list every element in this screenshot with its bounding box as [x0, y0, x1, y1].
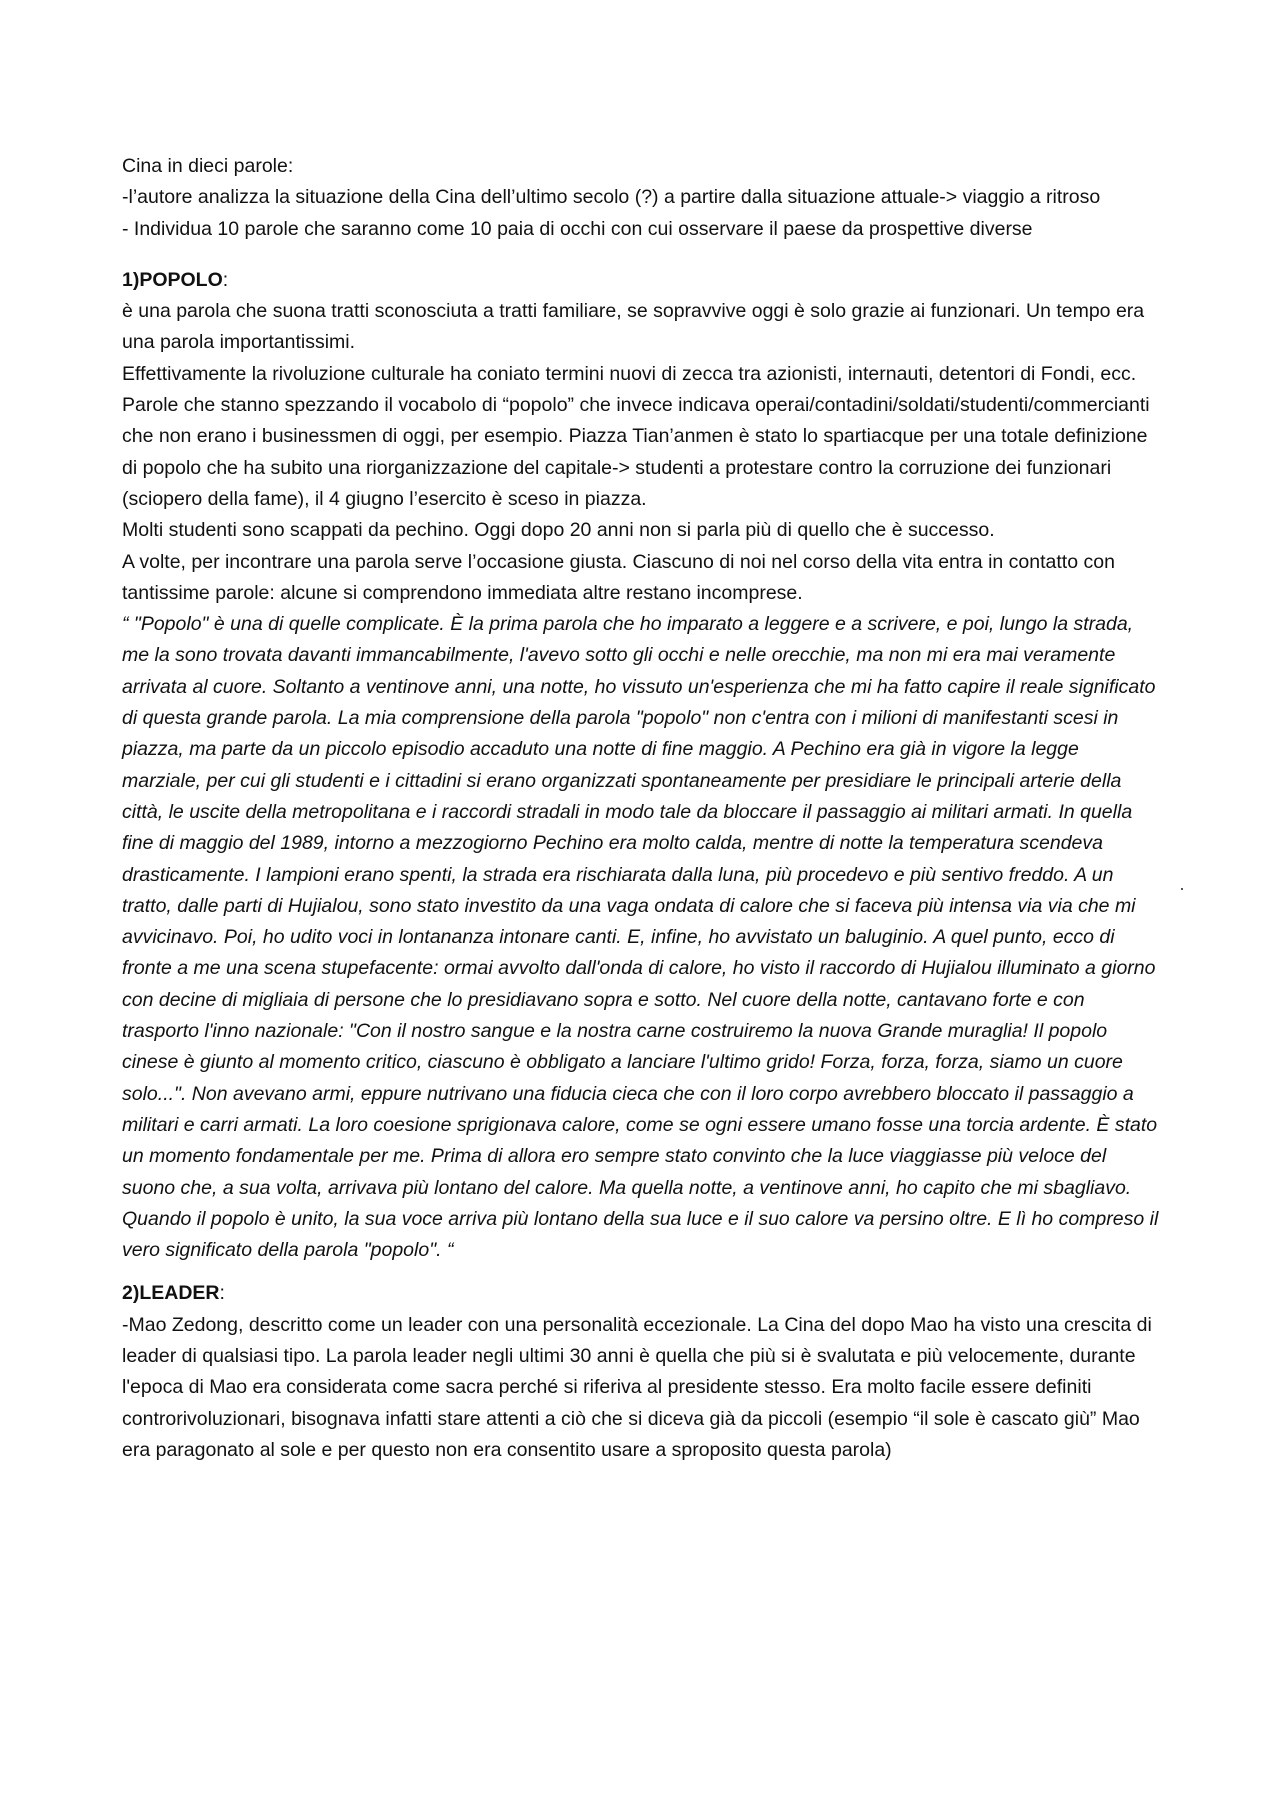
intro-line-1: -l’autore analizza la situazione della Cina dell’ultimo secolo (?) a partire dalla situazione attuale-> viaggio a ritroso [122, 186, 1101, 209]
popolo-paragraph-3: Molti studenti sono scappati da pechino. Oggi dopo 20 anni non si parla più di quello che è successo. [122, 519, 995, 542]
spacer [122, 245, 1162, 265]
heading-colon: : [219, 1282, 225, 1305]
heading-text: 2)LEADER [122, 1282, 220, 1305]
spacer [122, 1266, 1162, 1278]
popolo-paragraph-1: è una parola che suona tratti sconosciuta a tratti familiare, se sopravvive oggi è solo grazie ai funzionari. Un tempo era una parola importantissimi. [122, 300, 1145, 354]
doc-title: Cina in dieci parole: [122, 155, 294, 177]
popolo-paragraph-2: Effettivamente la rivoluzione culturale ha coniato termini nuovi di zecca tra azionisti, internauti, detentori di Fondi, ecc. Parole che stanno spezzando il vocabolo di “popolo” che invece indicava operai/contadini/soldati/studenti/commercianti che non erano i businessmen di oggi, per esempio. Piazza Tian’anmen è stato lo spartiacque per una totale definizione di popolo che ha subito una riorganizzazione del capitale-> studenti a protestare contro la corruzione dei funzionari (sciopero della fame), il 4 giugno l’esercito è sceso in piazza. [122, 362, 1150, 510]
document-page [122, 151, 1162, 1466]
popolo-quote: “ "Popolo" è una di quelle complicate. È la prima parola che ho imparato a leggere e a scrivere, e poi, lungo la strada, me la sono trovata davanti immancabilmente, l'avevo sotto gli occhi e nelle orecchie, ma non mi era mai veramente arrivata al cuore. Soltanto a ventinove anni, una notte, ho vissuto un'esperienza che mi ha fatto capire il reale significato di questa grande parola. La mia comprensione della parola "popolo" non c'entra con i milioni di manifestanti scesi in piazza, ma parte da un piccolo episodio accaduto una notte di fine maggio. A Pechino era già in vigore la legge marziale, per cui gli studenti e i cittadini si erano organizzati spontaneamente per presidiare le principali arterie della città, le uscite della metropolitana e i raccordi stradali in modo tale da bloccare il passaggio ai militari armati. In quella fine di maggio del 1989, intorno a mezzogiorno Pechino era molto calda, mentre di notte la temperatura scendeva drasticamente. I lampioni erano spenti, la strada era rischiarata dalla luna, più procedevo e più sentivo freddo. A un tratto, dalle parti di Hujialou, sono stato investito da una vaga ondata di calore che si faceva più intensa via via che mi avvicinavo. Poi, ho udito voci in lontananza intonare canti. E, infine, ho avvistato un baluginio. A quel punto, ecco di fronte a me una scena stupefacente: ormai avvolto dall'onda di calore, ho visto il raccordo di Hujialou illuminato a giorno con decine di migliaia di persone che lo presidiavano sopra e sotto. Nel cuore della notte, cantavano forte e con trasporto l'inno nazionale: "Con il nostro sangue e la nostra carne costruiremo la nuova Grande muraglia! Il popolo cinese è giunto al momento critico, ciascuno è obbligato a lanciare l'ultimo grido! Forza, forza, forza, siamo un cuore solo...". Non avevano armi, eppure nutrivano una fiducia cieca che con il loro corpo avrebbero bloccato il passaggio a militari e carri armati. La loro coesione sprigionava calore, come se ogni essere umano fosse una torcia ardente. È stato un momento fondamentale per me. Prima di allora ero sempre stato convinto che la luce viaggiasse più veloce del suono che, a sua volta, arrivava più lontano del calore. Ma quella notte, a ventinove anni, ho capito che mi sbagliavo. Quando il popolo è unito, la sua voce arriva più lontano della sua luce e il suo calore va persino oltre. E lì ho compreso il vero significato della parola "popolo". “ [122, 613, 1159, 1262]
heading-colon: : [222, 268, 229, 291]
intro-line-2: - Individua 10 parole che saranno come 10 paia di occhi con cui osservare il paese da prospettive diverse [122, 217, 1033, 240]
stray-mark [1181, 888, 1183, 890]
section-heading-leader [122, 1278, 1162, 1309]
heading-text: 1)POPOLO [122, 268, 223, 291]
section-heading-popolo [122, 265, 1162, 296]
popolo-paragraph-4: A volte, per incontrare una parola serve l’occasione giusta. Ciascuno di noi nel corso della vita entra in contatto con tantissime parole: alcune si comprendono immediata altre restano incomprese. [122, 550, 1115, 604]
leader-paragraph-1: -Mao Zedong, descritto come un leader con una personalità eccezionale. La Cina del dopo Mao ha visto una crescita di leader di qualsiasi tipo. La parola leader negli ultimi 30 anni è quella che più si è svalutata e più velocemente, durante l'epoca di Mao era considerata come sacra perché si riferiva al presidente stesso. Era molto facile essere definiti controrivoluzionari, bisognava infatti stare attenti a ciò che si diceva già da piccoli (esempio “il sole è cascato giù” Mao era paragonato al sole e per questo non era consentito usare a sproposito questa parola) [122, 1313, 1152, 1461]
